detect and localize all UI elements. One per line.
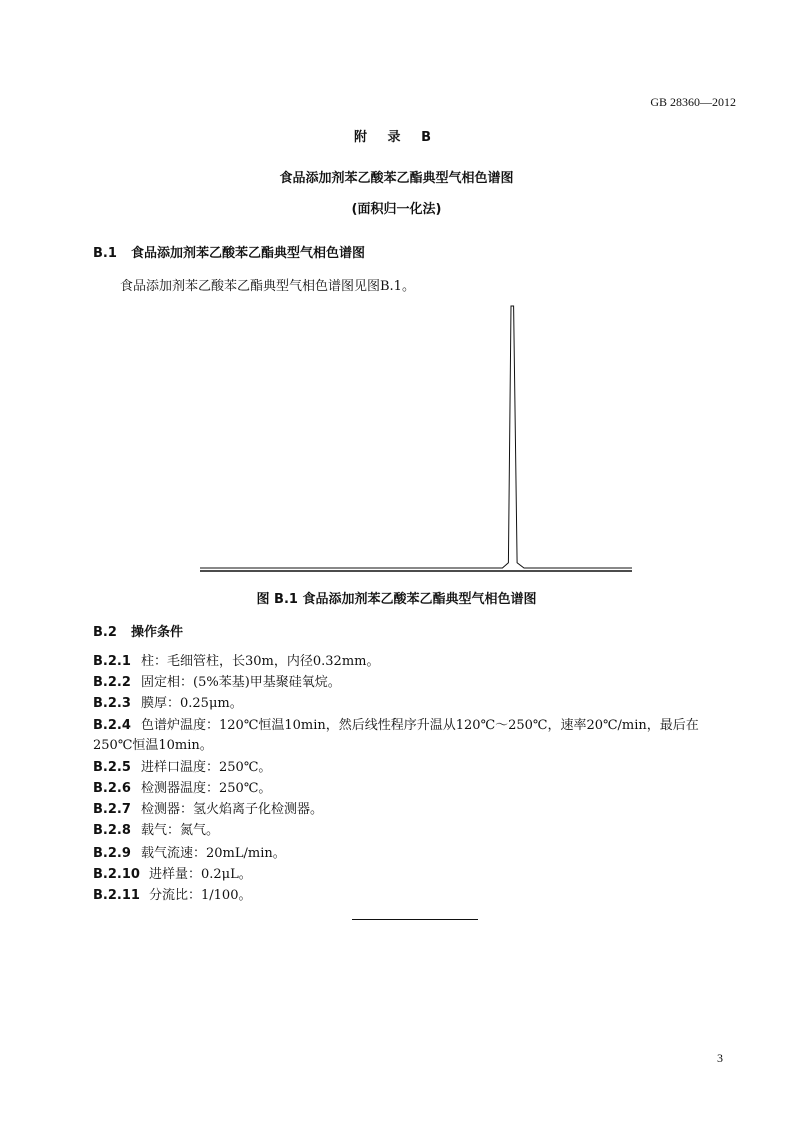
page-number: 3 <box>717 1051 723 1065</box>
appendix-title: 食品添加剂苯乙酸苯乙酯典型气相色谱图 <box>279 171 514 186</box>
section-number: B.2 <box>93 625 117 640</box>
condition-number: B.2.10 <box>93 867 140 882</box>
condition-item <box>93 845 738 863</box>
condition-text: 载气：氮气。 <box>141 823 220 838</box>
section-title: 操作条件 <box>131 625 184 640</box>
section-b1-heading <box>93 242 365 261</box>
section-b1-text: 食品添加剂苯乙酸苯乙酯典型气相色谱图见图B.1。 <box>120 279 415 294</box>
condition-number: B.2.9 <box>93 846 131 861</box>
condition-item <box>93 780 738 798</box>
condition-item <box>93 866 738 884</box>
condition-number: B.2.6 <box>93 781 131 796</box>
condition-text: 进样口温度：250℃。 <box>141 760 272 775</box>
condition-number: B.2.2 <box>93 675 131 690</box>
figure-caption: 图 B.1 食品添加剂苯乙酸苯乙酯典型气相色谱图 <box>256 592 537 607</box>
condition-item <box>93 822 738 840</box>
condition-number: B.2.7 <box>93 802 131 817</box>
condition-item <box>93 759 738 777</box>
chromatogram-chart <box>198 300 634 578</box>
condition-text: 分流比：1/100。 <box>149 888 252 903</box>
condition-text: 固定相：(5%苯基)甲基聚硅氧烷。 <box>141 675 341 690</box>
section-title: 食品添加剂苯乙酸苯乙酯典型气相色谱图 <box>131 246 366 261</box>
condition-text: 检测器：氢火焰离子化检测器。 <box>141 802 324 817</box>
condition-number: B.2.4 <box>93 718 131 733</box>
section-number: B.1 <box>93 246 117 261</box>
condition-item <box>93 716 738 756</box>
condition-number: B.2.11 <box>93 888 140 903</box>
condition-text: 膜厚：0.25μm。 <box>141 696 243 711</box>
condition-number: B.2.8 <box>93 823 131 838</box>
condition-number: B.2.5 <box>93 760 131 775</box>
condition-text: 载气流速：20mL/min。 <box>141 846 286 861</box>
appendix-subtitle: (面积归一化法) <box>351 202 442 217</box>
condition-text: 进样量：0.2μL。 <box>149 867 252 882</box>
condition-text: 检测器温度：250℃。 <box>141 781 272 796</box>
end-rule <box>352 919 478 920</box>
chromatogram-trace <box>200 306 632 568</box>
condition-text: 柱：毛细管柱，长30m，内径0.32mm。 <box>141 654 380 669</box>
condition-item <box>93 674 738 692</box>
condition-text: 色谱炉温度：120℃恒温10min，然后线性程序升温从120℃～250℃，速率20℃/min，最后在250℃恒温10min。 <box>93 718 699 753</box>
section-b2-heading <box>93 621 183 640</box>
standard-code: GB 28360—2012 <box>650 95 736 109</box>
condition-number: B.2.3 <box>93 696 131 711</box>
condition-number: B.2.1 <box>93 654 131 669</box>
condition-item <box>93 801 738 819</box>
condition-item <box>93 653 738 671</box>
appendix-label: 附 录 B <box>354 130 439 145</box>
condition-item <box>93 887 738 905</box>
condition-item <box>93 695 738 713</box>
